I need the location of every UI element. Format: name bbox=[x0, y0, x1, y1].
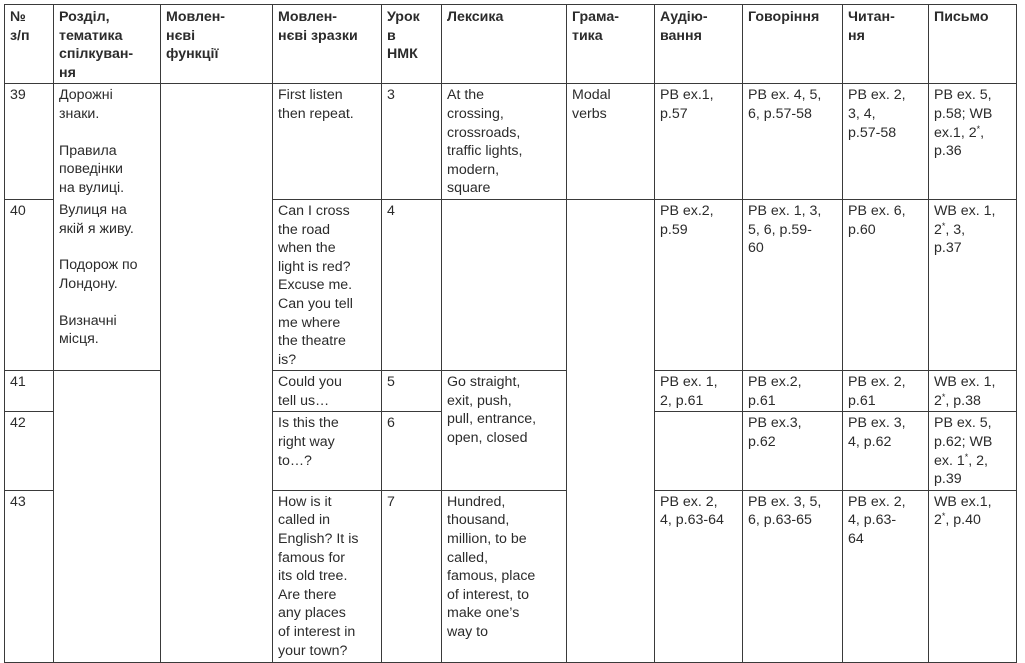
section-landmarks: Визначні місця. bbox=[59, 312, 117, 348]
header-speech-samples: Мовлен- нєві зразки bbox=[273, 5, 382, 84]
reading-cell: PB ex. 2, 3, 4, p.57-58 bbox=[843, 84, 929, 200]
section-street-rules: Правила поведінки на вулиці. bbox=[59, 142, 125, 196]
asterisk-mark: * bbox=[941, 391, 946, 402]
speech-functions-cell bbox=[161, 84, 273, 662]
listening-cell: PB ex. 2, 4, p.63-64 bbox=[655, 490, 743, 662]
asterisk-mark: * bbox=[964, 451, 969, 462]
lesson-cell: 4 bbox=[382, 199, 442, 370]
lesson-cell: 5 bbox=[382, 371, 442, 412]
section-road-signs: Дорожні знаки. bbox=[59, 87, 113, 122]
asterisk-mark: * bbox=[941, 511, 946, 522]
writing-cell: WB ex. 1, 2*, 3, p.37 bbox=[929, 199, 1017, 370]
table-header-row bbox=[5, 5, 1017, 84]
asterisk-mark: * bbox=[941, 220, 946, 231]
speaking-cell: PB ex. 3, 5, 6, p.63-65 bbox=[743, 490, 843, 662]
section-london-trip: Подорож по Лондону. bbox=[59, 257, 138, 293]
row-number: 39 bbox=[5, 84, 54, 200]
speaking-cell: PB ex. 1, 3, 5, 6, p.59- 60 bbox=[743, 199, 843, 370]
lesson-cell: 7 bbox=[382, 490, 442, 662]
grammar-cell: Modal verbs bbox=[567, 84, 655, 200]
lesson-plan-table bbox=[4, 4, 1017, 663]
header-speech-functions: Мовлен- нєві функції bbox=[161, 5, 273, 84]
speech-samples-cell: Can I cross the road when the light is red? Excuse me. Can you tell me where the theatre is? bbox=[273, 199, 382, 370]
speaking-cell: PB ex.2, p.61 bbox=[743, 371, 843, 412]
asterisk-mark: * bbox=[976, 123, 981, 134]
writing-cell: PB ex. 5, p.62; WB ex. 1*, 2, p.39 bbox=[929, 412, 1017, 490]
table-row bbox=[5, 371, 1017, 412]
section-cell-street-london-sights bbox=[54, 202, 161, 663]
writing-cell: WB ex. 1, 2*, p.38 bbox=[929, 371, 1017, 412]
reading-cell: PB ex. 6, p.60 bbox=[843, 199, 929, 370]
header-number: № з/п bbox=[5, 5, 54, 84]
row-number: 42 bbox=[5, 412, 54, 490]
speech-samples-cell: How is it called in English? It is famous for its old tree. Are there any places of interest in your town? bbox=[273, 490, 382, 662]
header-vocabulary: Лексика bbox=[442, 5, 567, 84]
vocabulary-cell bbox=[442, 199, 567, 370]
listening-cell: PB ex.1, p.57 bbox=[655, 84, 743, 200]
lesson-cell: 3 bbox=[382, 84, 442, 200]
header-reading: Читан- ня bbox=[843, 5, 929, 84]
speaking-cell: PB ex.3, p.62 bbox=[743, 412, 843, 490]
header-grammar: Грама- тика bbox=[567, 5, 655, 84]
header-lesson: Урок в НМК bbox=[382, 5, 442, 84]
speech-samples-cell: Is this the right way to…? bbox=[273, 412, 382, 490]
listening-cell: PB ex.2, p.59 bbox=[655, 199, 743, 370]
header-section: Розділ, тематика спілкуван- ня bbox=[54, 5, 161, 84]
grammar-cell-empty bbox=[567, 199, 655, 662]
speech-samples-cell: First listen then repeat. bbox=[273, 84, 382, 200]
reading-cell: PB ex. 3, 4, p.62 bbox=[843, 412, 929, 490]
vocabulary-cell: Hundred, thousand, million, to be called, famous, place of interest, to make one’s way to bbox=[442, 490, 567, 662]
speaking-cell: PB ex. 4, 5, 6, p.57-58 bbox=[743, 84, 843, 200]
reading-cell: PB ex. 2, 4, p.63- 64 bbox=[843, 490, 929, 662]
writing-cell: PB ex. 5, p.58; WB ex.1, 2*, p.36 bbox=[929, 84, 1017, 200]
listening-cell: PB ex. 1, 2, p.61 bbox=[655, 371, 743, 412]
header-writing: Письмо bbox=[929, 5, 1017, 84]
section-my-street: Вулиця на якій я живу. bbox=[59, 202, 134, 237]
row-number: 41 bbox=[5, 371, 54, 412]
header-listening: Аудію- вання bbox=[655, 5, 743, 84]
vocabulary-cell: Go straight, exit, push, pull, entrance, open, closed bbox=[442, 371, 567, 491]
writing-cell: WB ex.1, 2*, p.40 bbox=[929, 490, 1017, 662]
listening-cell bbox=[655, 412, 743, 490]
lesson-cell: 6 bbox=[382, 412, 442, 490]
speech-samples-cell: Could you tell us… bbox=[273, 371, 382, 412]
row-number: 40 bbox=[5, 199, 54, 370]
vocabulary-cell: At the crossing, crossroads, traffic lights, modern, square bbox=[442, 84, 567, 200]
row-number: 43 bbox=[5, 490, 54, 662]
table-row bbox=[5, 84, 1017, 200]
header-speaking: Говоріння bbox=[743, 5, 843, 84]
reading-cell: PB ex. 2, p.61 bbox=[843, 371, 929, 412]
